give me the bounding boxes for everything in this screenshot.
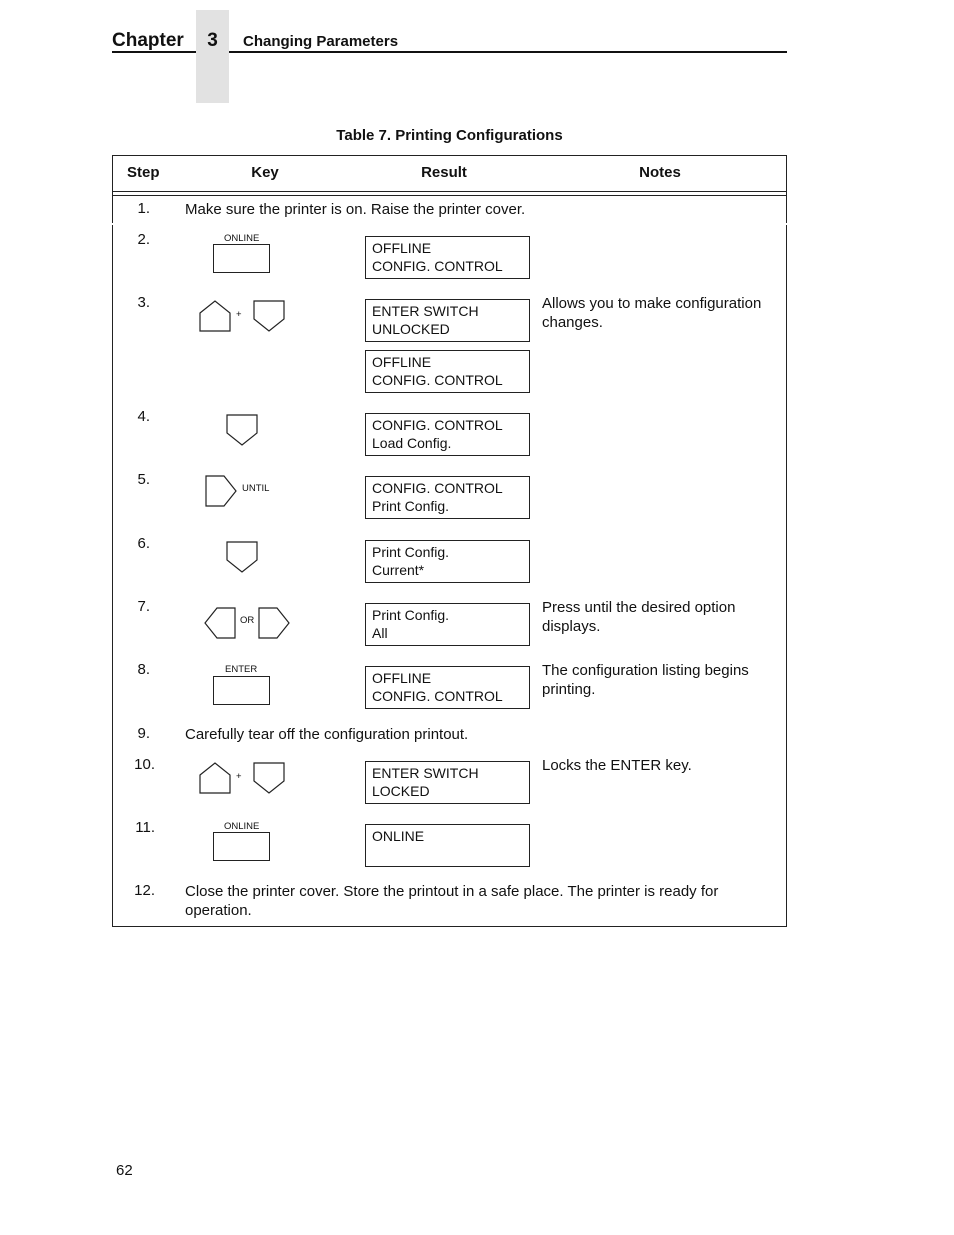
step-number: 3.: [137, 294, 150, 311]
lcd-line-2: Load Config.: [372, 434, 452, 451]
step-note: Allows you to make configuration changes.: [542, 295, 762, 331]
step-number: 8.: [137, 661, 150, 678]
lcd-display: [365, 824, 530, 867]
lcd-line-1: CONFIG. CONTROL: [372, 480, 503, 496]
header-divider: [112, 191, 787, 192]
step-number: 1.: [137, 200, 150, 217]
lcd-line-1: OFFLINE: [372, 670, 432, 686]
lcd-line-1: OFFLINE: [372, 240, 432, 256]
page-number: 62: [116, 1162, 133, 1179]
lcd-line-2: LOCKED: [372, 782, 430, 799]
step-number: 12.: [134, 882, 155, 899]
enter-key: [213, 676, 270, 705]
up-arrow-key-icon: [199, 300, 231, 332]
column-header-key: Key: [251, 164, 279, 181]
lcd-line-2: CONFIG. CONTROL: [372, 687, 503, 704]
lcd-line-1: ENTER SWITCH: [372, 303, 479, 319]
step-number: 11.: [135, 819, 155, 836]
lcd-line-2: CONFIG. CONTROL: [372, 371, 503, 388]
step-number: 9.: [137, 725, 150, 742]
key-connector: +: [236, 771, 242, 782]
step-instruction: Make sure the printer is on. Raise the printer cover.: [185, 201, 526, 218]
lcd-display: [365, 413, 530, 456]
key-label-online: ONLINE: [224, 233, 260, 244]
chapter-label: Chapter: [112, 30, 184, 51]
step-note: Locks the ENTER key.: [542, 757, 692, 774]
down-arrow-key-icon: [253, 762, 285, 794]
up-arrow-key-icon: [199, 762, 231, 794]
table-caption: Table 7. Printing Configurations: [336, 127, 563, 144]
lcd-display: [365, 299, 530, 342]
key-label-enter: ENTER: [225, 664, 258, 675]
key-connector: OR: [240, 615, 255, 626]
lcd-line-1: Print Config.: [372, 607, 450, 623]
step-instruction: Close the printer cover. Store the printout in a safe place. The printer is ready for operation.: [185, 883, 719, 919]
step-note: Press until the desired option displays.: [542, 599, 736, 635]
lcd-display: [365, 761, 530, 804]
lcd-line-1: ENTER SWITCH: [372, 765, 479, 781]
right-arrow-key-icon: [205, 475, 237, 507]
step-number: 7.: [137, 598, 150, 615]
online-key: [213, 244, 270, 273]
key-connector: +: [236, 309, 242, 320]
header-divider: [112, 195, 787, 196]
lcd-display: [365, 603, 530, 646]
step-number: 6.: [137, 535, 150, 552]
header-rule: [229, 51, 787, 53]
column-header-notes: Notes: [639, 164, 681, 181]
lcd-display: [365, 350, 530, 393]
down-arrow-key-icon: [253, 300, 285, 332]
lcd-line-2: CONFIG. CONTROL: [372, 257, 503, 274]
down-arrow-key-icon: [226, 414, 258, 446]
step-number: 4.: [137, 408, 150, 425]
key-label-online: ONLINE: [224, 821, 260, 832]
header-rule: [112, 51, 196, 53]
key-connector: UNTIL: [242, 483, 270, 494]
right-arrow-key-icon: [258, 607, 290, 639]
chapter-number: 3: [207, 30, 218, 51]
step-number: 10.: [134, 756, 155, 773]
section-title: Changing Parameters: [243, 33, 399, 50]
left-arrow-key-icon: [204, 607, 236, 639]
lcd-display: [365, 476, 530, 519]
step-number: 5.: [137, 471, 150, 488]
step-number: 2.: [137, 231, 150, 248]
column-header-step: Step: [127, 164, 160, 181]
row-divider: [112, 223, 787, 225]
lcd-display: [365, 236, 530, 279]
step-note: The configuration listing begins printing.: [542, 662, 749, 698]
step-instruction: Carefully tear off the configuration printout.: [185, 726, 469, 743]
lcd-line-2: Current*: [372, 561, 425, 578]
lcd-line-1: CONFIG. CONTROL: [372, 417, 503, 433]
lcd-line-1: ONLINE: [372, 828, 425, 844]
down-arrow-key-icon: [226, 541, 258, 573]
column-header-result: Result: [421, 164, 467, 181]
chapter-tab: [196, 10, 229, 103]
lcd-display: [365, 540, 530, 583]
lcd-line-2: All: [372, 624, 388, 641]
lcd-line-1: OFFLINE: [372, 354, 432, 370]
online-key: [213, 832, 270, 861]
lcd-line-2: Print Config.: [372, 497, 450, 514]
lcd-line-2: UNLOCKED: [372, 320, 450, 337]
lcd-line-1: Print Config.: [372, 544, 450, 560]
lcd-display: [365, 666, 530, 709]
